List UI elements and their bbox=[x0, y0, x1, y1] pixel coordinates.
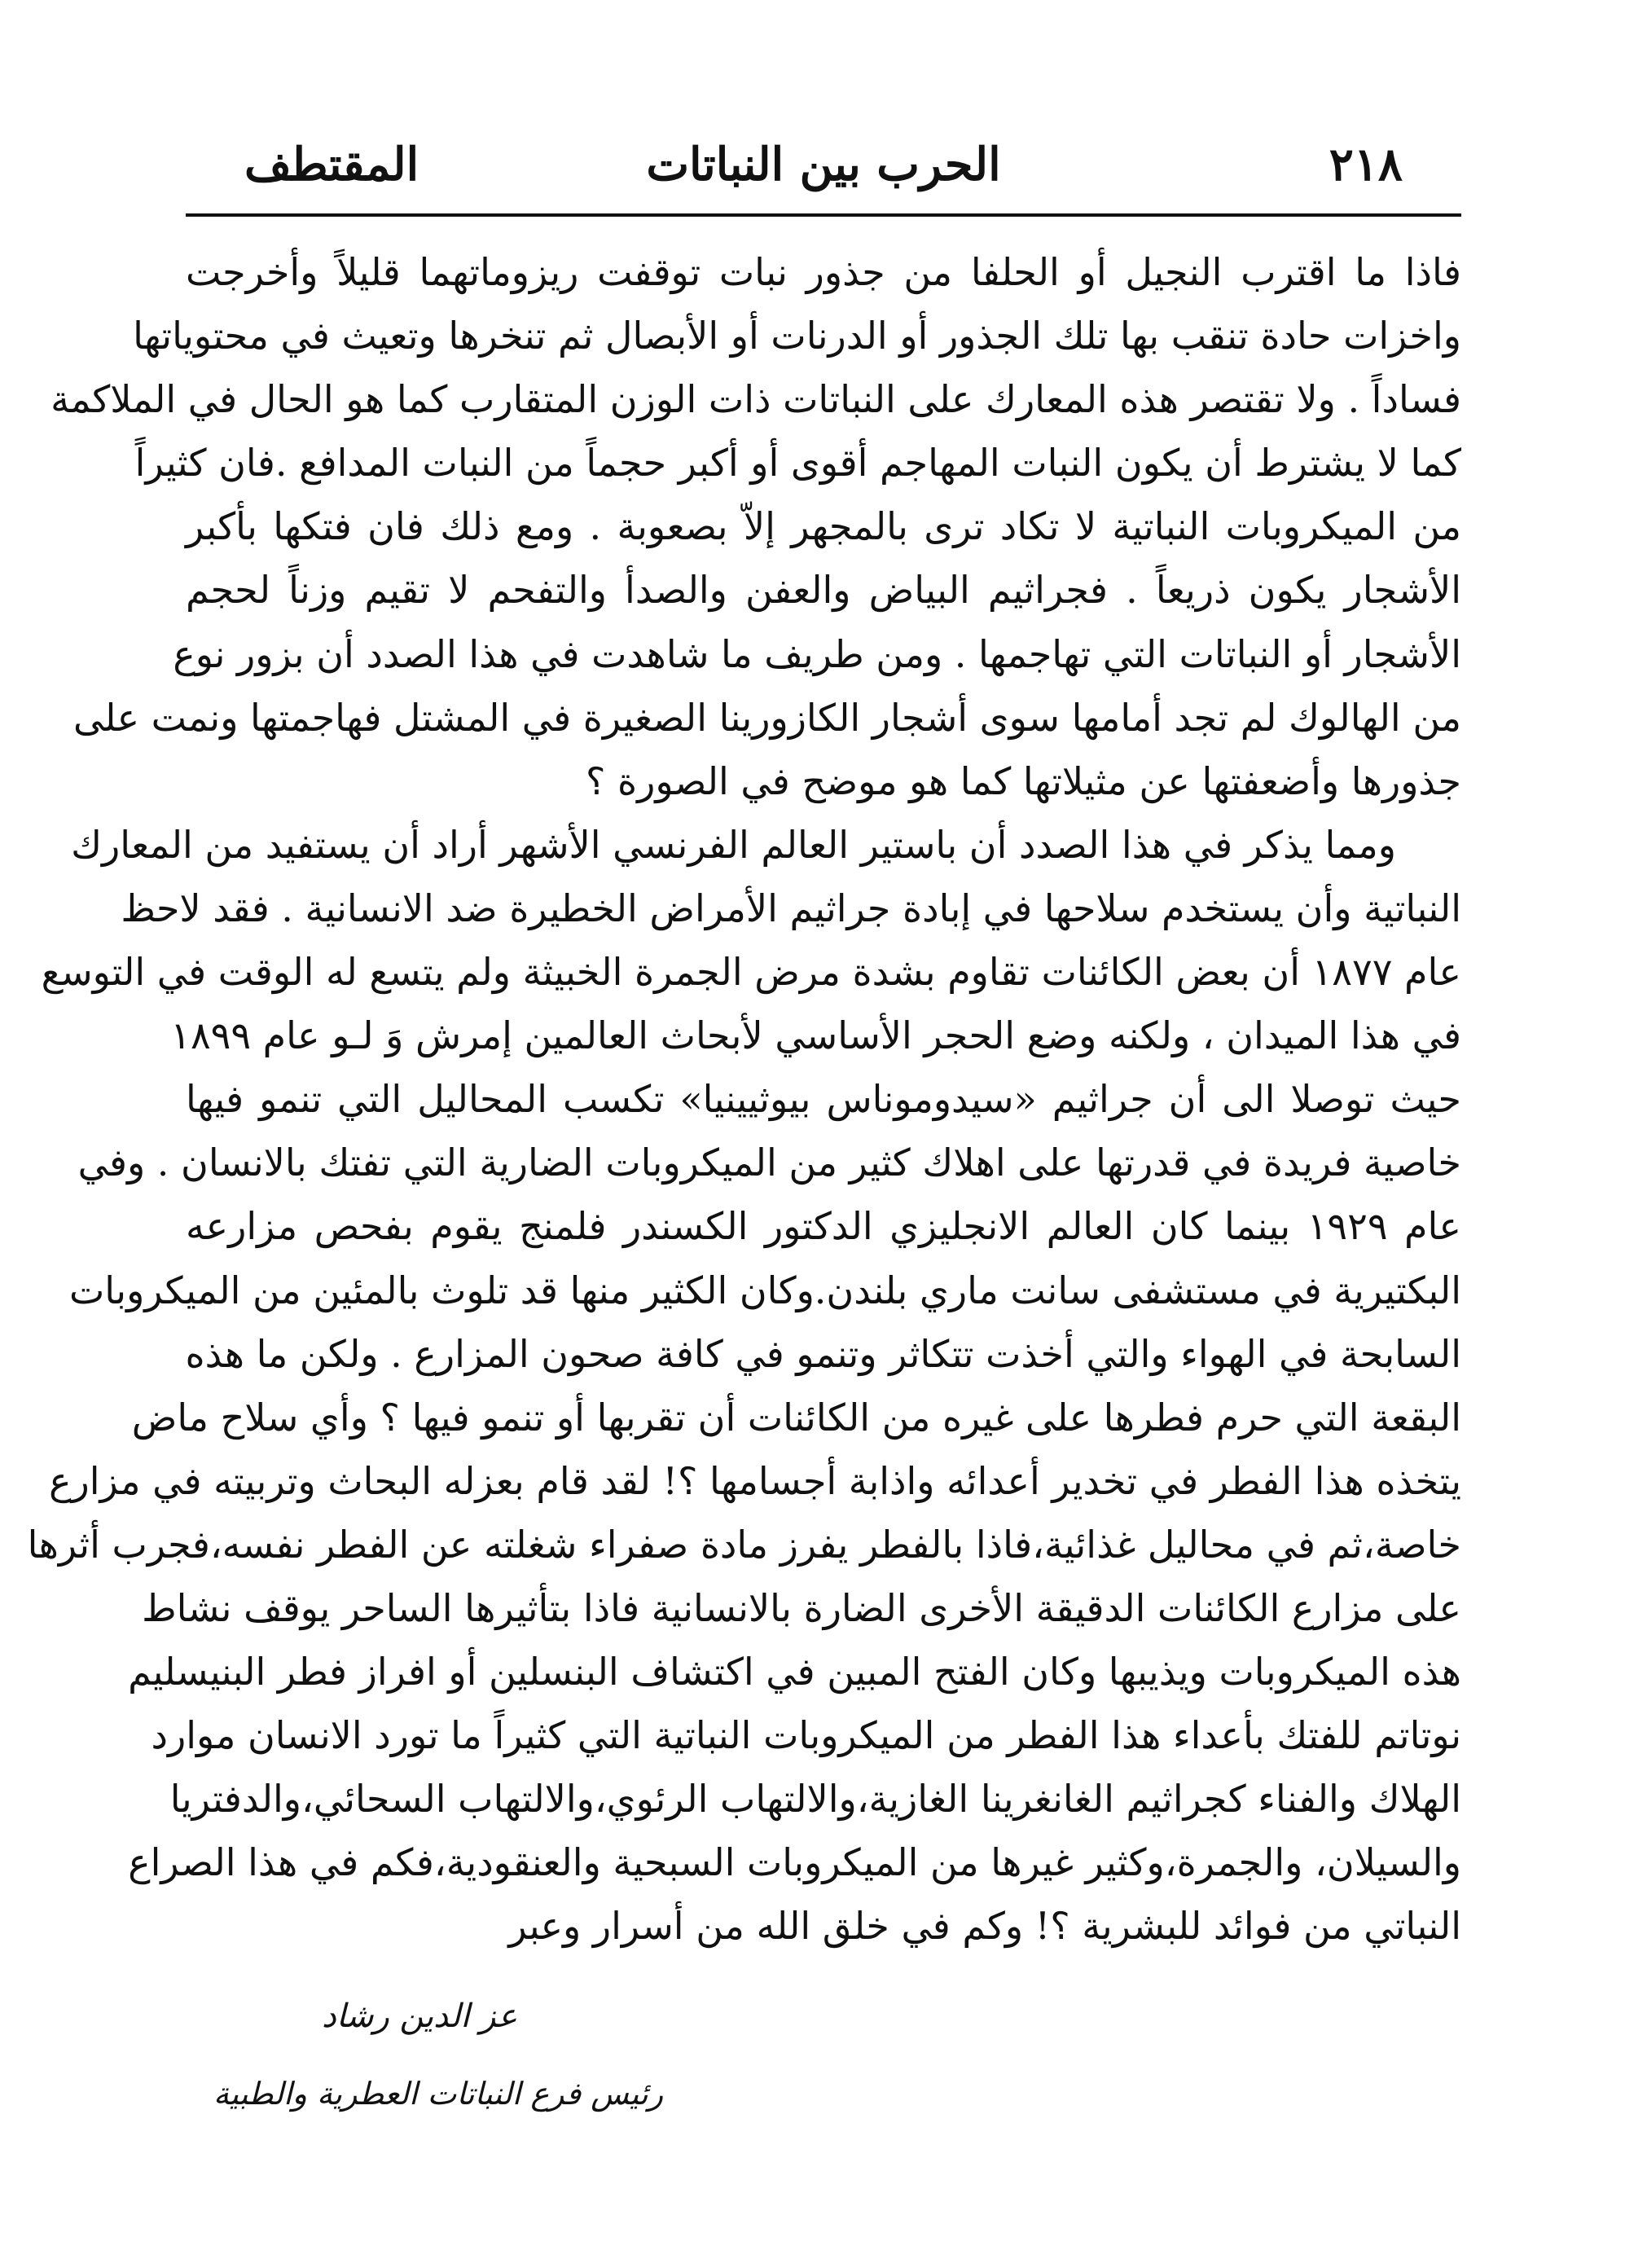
text-line: واخزات حادة تنقب بها تلك الجذور أو الدرنات أو الأبصال ثم تنخرها وتعيث في محتوياتها bbox=[133, 314, 1461, 358]
text-line: نوتاتم للفتك بأعداء هذا الفطر من الميكروبات النباتية التي كثيراً ما تورد الانسان موارد bbox=[151, 1713, 1461, 1758]
text-line: من الهالوك لم تجد أمامها سوى أشجار الكازورينا الصغيرة في المشتل فهاجمتها ونمت على bbox=[73, 695, 1461, 740]
running-header bbox=[244, 132, 1403, 197]
text-line: فاذا ما اقترب النجيل أو الحلفا من جذور نبات توقفت ريزوماتهما قليلاً وأخرجت bbox=[186, 250, 1461, 294]
text-line: فساداً . ولا تقتصر هذه المعارك على النباتات ذات الوزن المتقارب كما هو الحال في الملاكمة bbox=[51, 377, 1461, 422]
article-body bbox=[27, 240, 1461, 1958]
text-line: البقعة التي حرم فطرها على غيره من الكائنات أن تقربها أو تنمو فيها ؟ وأي سلاح ماض bbox=[131, 1395, 1461, 1439]
text-line: البكتيرية في مستشفى سانت ماري بلندن.وكان الكثير منها قد تلوث بالمئين من الميكروبات bbox=[68, 1268, 1461, 1312]
text-line: عام ١٨٧٧ أن بعض الكائنات تقاوم بشدة مرض الجمرة الخبيثة ولم يتسع له الوقت في التوسع bbox=[41, 950, 1461, 995]
journal-name: المقتطف bbox=[244, 138, 419, 191]
article-title: الحرب بين النباتات bbox=[646, 138, 1001, 191]
text-line: السابحة في الهواء والتي أخذت تتكاثر وتنمو في كافة صحون المزارع . ولكن ما هذه bbox=[185, 1331, 1461, 1376]
author-signature: عز الدين رشاد bbox=[322, 1998, 518, 2035]
author-affiliation: رئيس فرع النباتات العطرية والطبية bbox=[213, 2076, 664, 2112]
text-line: الأشجار يكون ذريعاً . فجراثيم البياض والعفن والصدأ والتفحم لا تقيم وزناً لحجم bbox=[186, 568, 1461, 613]
text-line: النباتي من فوائد للبشرية ؟! وكم في خلق الله من أسرار وعبر bbox=[508, 1904, 1461, 1949]
text-line: على مزارع الكائنات الدقيقة الأخرى الضارة بالانسانية فاذا بتأثيرها الساحر يوقف نشاط bbox=[142, 1585, 1461, 1630]
text-line: في هذا الميدان ، ولكنه وضع الحجر الأساسي لأبحاث العالمين إمرش وَ لـو عام ١٨٩٩ bbox=[170, 1013, 1461, 1058]
text-line: الهلاك والفناء كجراثيم الغانغرينا الغازية،والالتهاب الرئوي،والالتهاب السحائي،والدفتريا bbox=[169, 1777, 1461, 1822]
text-line: ومما يذكر في هذا الصدد أن باستير العالم الفرنسي الأشهر أراد أن يستفيد من المعارك bbox=[71, 822, 1396, 867]
text-line: خاصة،ثم في محاليل غذائية،فاذا بالفطر يفرز مادة صفراء شغلته عن الفطر نفسه،فجرب أثرها bbox=[27, 1522, 1461, 1567]
text-line: هذه الميكروبات ويذيبها وكان الفتح المبين في اكتشاف البنسلين أو افراز فطر البنيسليم bbox=[128, 1650, 1461, 1694]
text-line: عام ١٩٢٩ بينما كان العالم الانجليزي الدكتور الكسندر فلمنج يقوم بفحص مزارعه bbox=[186, 1204, 1461, 1249]
text-line: حيث توصلا الى أن جراثيم «سيدوموناس بيوثيينيا» تكسب المحاليل التي تنمو فيها bbox=[186, 1077, 1461, 1122]
text-line: الأشجار أو النباتات التي تهاجمها . ومن طريف ما شاهدت في هذا الصدد أن بزور نوع bbox=[173, 631, 1461, 676]
text-line: من الميكروبات النباتية لا تكاد ترى بالمجهر إلاّ بصعوبة . ومع ذلك فان فتكها بأكبر bbox=[186, 504, 1461, 549]
page-number: ٢١٨ bbox=[1329, 138, 1403, 191]
text-line: كما لا يشترط أن يكون النبات المهاجم أقوى أو أكبر حجماً من النبات المدافع .فان كثيراً bbox=[134, 441, 1461, 486]
text-line: يتخذه هذا الفطر في تخدير أعدائه واذابة أجسامها ؟! لقد قام بعزله البحاث وتربيته في مزارع bbox=[49, 1458, 1461, 1503]
header-divider bbox=[186, 213, 1461, 217]
text-line: والسيلان، والجمرة،وكثير غيرها من الميكروبات السبحية والعنقودية،فكم في هذا الصراع bbox=[128, 1840, 1461, 1885]
text-line: جذورها وأضعفتها عن مثيلاتها كما هو موضح في الصورة ؟ bbox=[585, 758, 1461, 803]
text-line: النباتية وأن يستخدم سلاحها في إبادة جراثيم الأمراض الخطيرة ضد الانسانية . فقد لاحظ bbox=[121, 886, 1461, 930]
text-line: خاصية فريدة في قدرتها على اهلاك كثير من الميكروبات الضارية التي تفتك بالانسان . وفي bbox=[77, 1141, 1461, 1185]
